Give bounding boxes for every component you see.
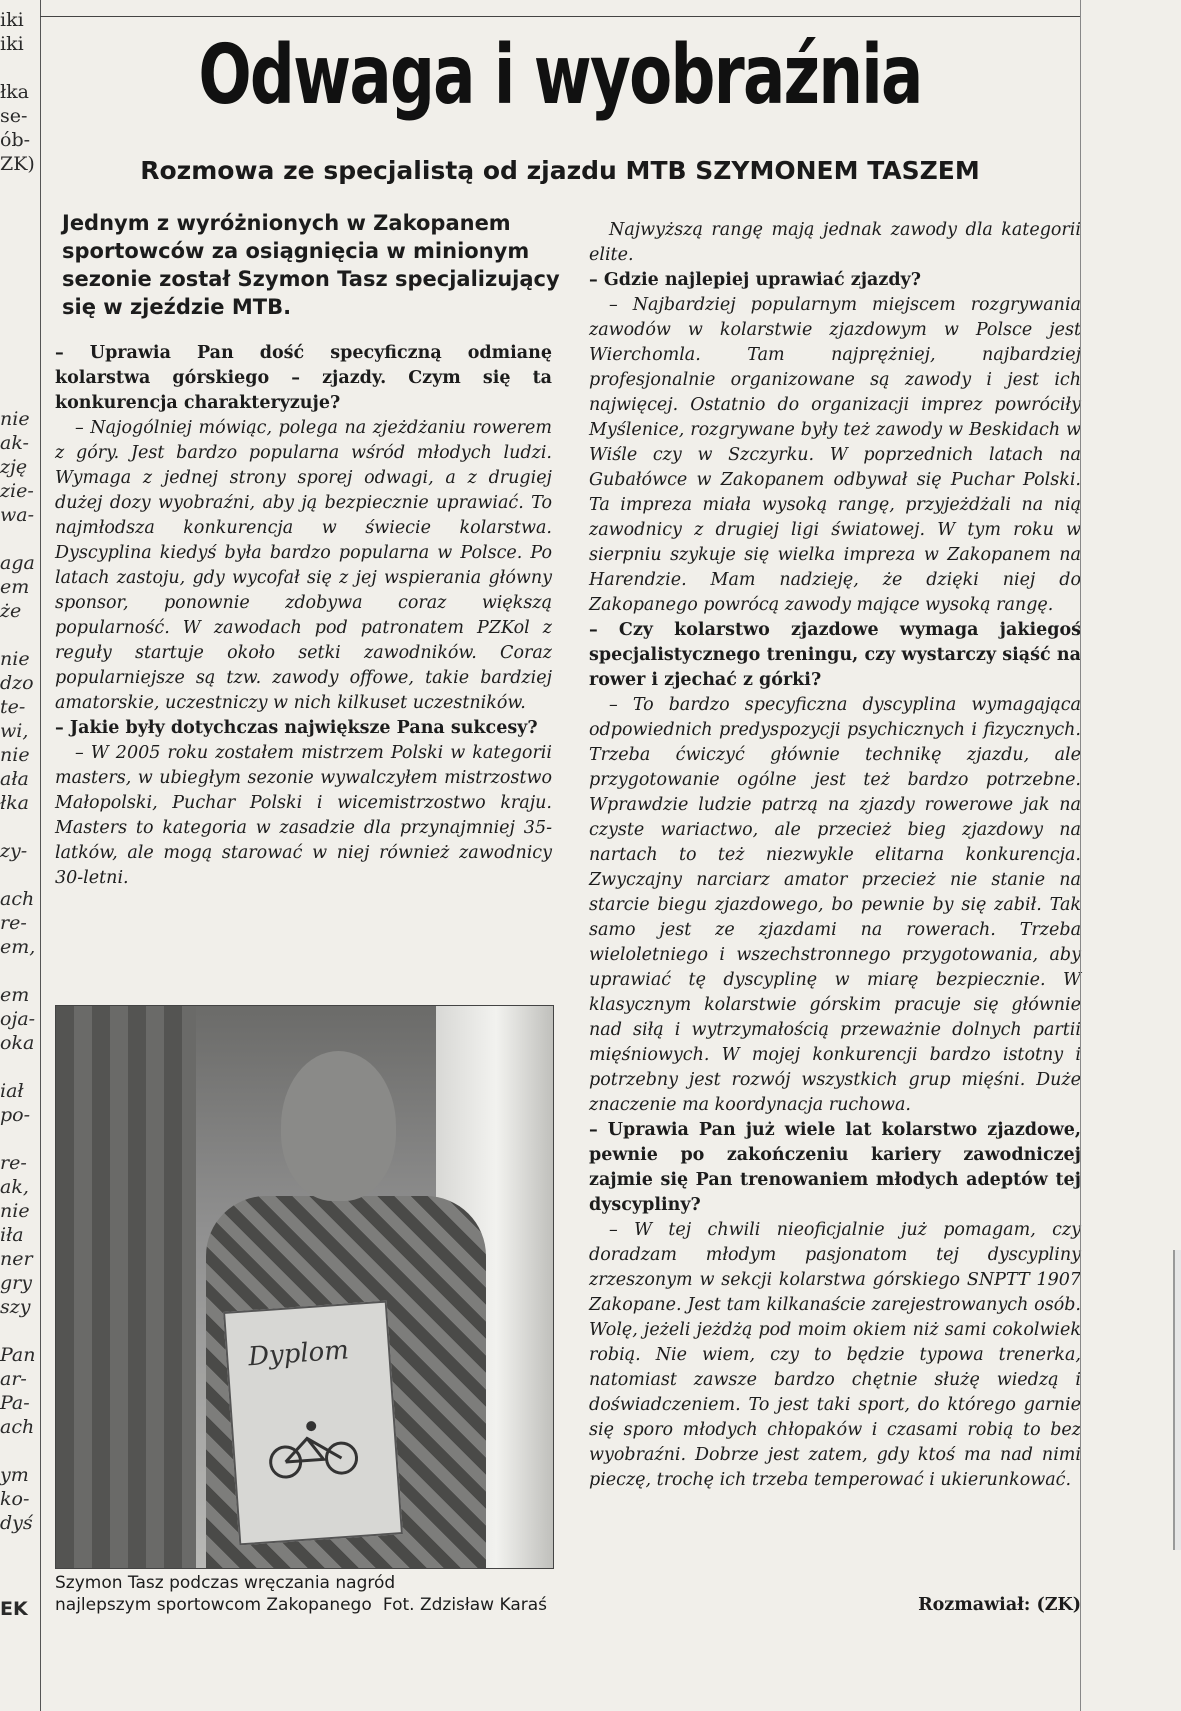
margin-fragment: nie <box>0 1200 30 1222</box>
interview-byline: Rozmawiał: (ZK) <box>918 1595 1081 1615</box>
article-lead: Jednym z wyróżnionych w Zakopanem sportowców za osiągnięcia w minionym sezonie został Szymon Tasz specjalizujący się w zjeździe MTB. <box>62 211 560 319</box>
cyclist-icon <box>261 1415 365 1482</box>
interview-question: – Gdzie najlepiej uprawiać zjazdy? <box>589 270 921 290</box>
photo-credit: Fot. Zdzisław Karaś <box>382 1595 547 1615</box>
interview-answer: – W tej chwili nieoficjalnie już pomagam, czy doradzam młodym pasjonatom tej dyscypliny zrzeszonym w sekcji kolarstwa górskiego SNPTT 1907 Zakopane. Jest tam kilkanaście zarejestrowanych osób. Wolę, jeżeli jeżdżą pod moim okiem niż sami cokolwiek robią. Nie wiem, czy to będzie typowa trenerka, natomiast zawsze bardzo chętnie służę wiedzą i doświadczeniem. To jest taki sport, do którego garnie się sporo młodych chłopaków i czasami robią to bez wyobraźni. Dobrze jest zatem, gdy ktoś ma nad nimi pieczę, trochę ich trzeba temperować i ukierunkować. <box>589 1220 1081 1490</box>
margin-fragment: iła <box>0 1224 24 1246</box>
margin-fragment: szy <box>0 1296 31 1318</box>
margin-fragment: oka <box>0 1032 35 1054</box>
margin-fragment: ach <box>0 888 35 910</box>
margin-fragment: ach <box>0 1416 35 1438</box>
top-rule <box>40 16 1081 17</box>
interview-question: – Uprawia Pan już wiele lat kolarstwo zjazdowe, pewnie po zakończeniu kariery zawodniczej zajmie się Pan trenowaniem młodych adeptów tej dyscypliny? <box>589 1120 1081 1215</box>
diploma-title: Dyplom <box>247 1335 350 1373</box>
margin-fragment: łka <box>0 81 30 103</box>
photo-curtain <box>56 1006 196 1568</box>
margin-fragment: ak- <box>0 432 29 454</box>
article-subheadline: Rozmowa ze specjalistą od zjazdu MTB SZYMONEM TASZEM <box>140 156 980 185</box>
interview-answer: – W 2005 roku zostałem mistrzem Polski w kategorii masters, w ubiegłym sezonie wywalczyłem mistrzostwo Małopolski, Puchar Polski i wicemistrzostwo kraju. Masters to kategoria w zasadzie dla przynajmniej 35-latków, ale mogą starować w niej również zawodnicy 30-letni. <box>55 743 552 888</box>
margin-fragment: ner <box>0 1248 33 1270</box>
left-column <box>55 341 552 891</box>
interview-answer: – Najogólniej mówiąc, polega na zjeżdżaniu rowerem z góry. Jest bardzo popularna wśród młodych ludzi. Wymaga z jednej strony sporej odwagi, a z drugiej dużej dozy wyobraźni, aby ją bezpiecznie uprawiać. To najmłodsza konkurencja w świecie kolarstwa. Dyscyplina kiedyś była bardzo popularna w Polsce. Po latach zastoju, gdy wycofał się z jej wspierania główny sponsor, ponownie zdobywa coraz większą popularność. W zawodach pod patronatem PZKol z reguły startuje około setki zawodników. Coraz popularniejsze są tzw. zawody offowe, takie bardziej amatorskie, uczestniczy w nich kilkuset uczestników. <box>55 418 552 713</box>
margin-fragment: re- <box>0 1152 27 1174</box>
margin-fragment: aga <box>0 552 35 574</box>
margin-fragment: se- <box>0 105 28 127</box>
margin-fragment: oja- <box>0 1008 36 1030</box>
margin-fragment: nie <box>0 648 30 670</box>
photo-caption <box>55 1572 552 1616</box>
article-photo <box>55 1005 554 1569</box>
margin-fragment: ym <box>0 1464 29 1486</box>
photo-diploma <box>223 1301 403 1546</box>
photo-person-head <box>281 1051 396 1201</box>
margin-fragment: dzo <box>0 672 34 694</box>
margin-fragment: ak, <box>0 1176 29 1198</box>
margin-fragment: nie <box>0 744 30 766</box>
margin-fragment: em <box>0 984 30 1006</box>
margin-fragment: Pan <box>0 1344 36 1366</box>
margin-fragment: ar- <box>0 1368 27 1390</box>
page-right-edge <box>1080 0 1181 1711</box>
margin-fragment: ała <box>0 768 29 790</box>
margin-fragment: wi, <box>0 720 29 742</box>
margin-fragment: ZK) <box>0 153 35 175</box>
interview-question: – Czy kolarstwo zjazdowe wymaga jakiegoś specjalistycznego treningu, czy wystarczy siąść na rower i zjechać z górki? <box>589 620 1081 690</box>
article-headline: Odwaga i wyobraźnia <box>198 28 922 123</box>
margin-fragment: iki <box>0 9 24 31</box>
margin-fragment: EK <box>0 1598 28 1620</box>
margin-fragment: że <box>0 600 22 622</box>
margin-fragment: ób- <box>0 129 31 151</box>
margin-fragment: ko- <box>0 1488 30 1510</box>
margin-fragment: zie- <box>0 480 34 502</box>
margin-fragment: zję <box>0 456 28 478</box>
adjacent-column-fragments <box>0 0 41 1711</box>
margin-fragment: iał <box>0 1080 24 1102</box>
margin-fragment: wa- <box>0 504 35 526</box>
margin-fragment: po- <box>0 1104 31 1126</box>
margin-fragment: iki <box>0 33 24 55</box>
paper-scrap <box>1173 1250 1181 1550</box>
margin-fragment: zy- <box>0 840 28 862</box>
interview-answer: – To bardzo specyficzna dyscyplina wymagająca odpowiednich predyspozycji psychicznych i fizycznych. Trzeba ćwiczyć głównie technikę zjazdu, ale przygotowanie ogólne jest też bardzo potrzebne. Wprawdzie ludzie patrzą na zjazdy rowerowe jak na czyste wariactwo, ale przecież bieg zjazdowy na nartach to też niezwykle elitarna konkurencja. Zwyczajny narciarz amator przecież nie stanie na starcie biegu zjazdowego, bo pewnie by się zabił. Tak samo jest ze zjazdami na rowerach. Trzeba wieloletniego i wszechstronnego przygotowania, aby uprawiać tę dyscyplinę w miarę bezpiecznie. W klasycznym kolarstwie górskim pracuje się głównie nad siłą i wytrzymałością przeważnie dolnych partii mięśniowych. W mojej konkurencji bardzo istotny i potrzebny jest rozwój wszystkich grup mięśni. Duże znaczenie ma koordynacja ruchowa. <box>589 695 1081 1115</box>
margin-fragment: łka <box>0 792 30 814</box>
interview-question: – Jakie były dotychczas największe Pana sukcesy? <box>55 718 538 738</box>
margin-fragment: gry <box>0 1272 32 1294</box>
interview-answer: – Najbardziej popularnym miejscem rozgrywania zawodów w kolarstwie zjazdowym w Polsce jest Wierchomla. Tam najprężniej, najbardziej profesjonalnie organizowane są zawody i jest ich najwięcej. Ostatnio do organizacji imprez powróciły Myślenice, rozgrywane były też zawody w Beskidach w Wiśle czy w Szczyrku. W poprzednich latach na Gubałówce w Zakopanem odbywał się Puchar Polski. Ta impreza miała wysoką rangę, przyjeżdżali na nią zawodnicy z drugiej ligi światowej. W tym roku w sierpniu szykuje się wielka impreza w Zakopanem na Harendzie. Mam nadzieję, że dzięki niej do Zakopanego powrócą zawody mające wysoką rangę. <box>589 295 1081 615</box>
margin-fragment: em <box>0 576 30 598</box>
caption-text: Szymon Tasz podczas wręczania nagród najlepszym sportowcom Zakopanego <box>55 1573 396 1615</box>
interview-question: – Uprawia Pan dość specyficzną odmianę kolarstwa górskiego – zjazdy. Czym się ta konkurencja charakteryzuje? <box>55 343 552 413</box>
margin-fragment: Pa- <box>0 1392 30 1414</box>
margin-fragment: te- <box>0 696 26 718</box>
margin-fragment: em, <box>0 936 36 958</box>
margin-fragment: dyś <box>0 1512 33 1534</box>
interview-answer: Najwyższą rangę mają jednak zawody dla kategorii elite. <box>589 220 1081 265</box>
margin-fragment: re- <box>0 912 27 934</box>
margin-fragment: nie <box>0 408 30 430</box>
right-column <box>589 218 1081 1493</box>
